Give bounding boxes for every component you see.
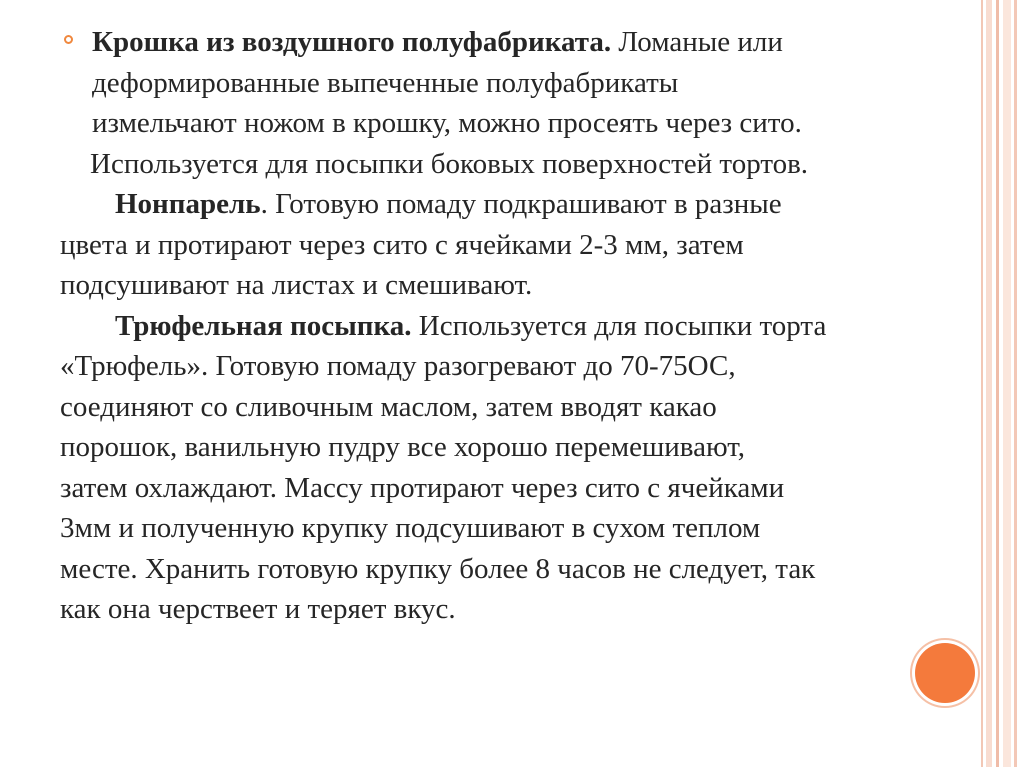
text-run: . Готовую помаду подкрашивают в разные bbox=[260, 188, 782, 220]
decor-stripe bbox=[981, 0, 983, 767]
text-line: подсушивают на листах и смешивают. bbox=[60, 269, 533, 301]
decor-stripe bbox=[996, 0, 999, 767]
decor-stripe bbox=[1014, 0, 1017, 767]
text-line: затем охлаждают. Массу протирают через сито с ячейками bbox=[60, 471, 785, 504]
text-run: Используется для посыпки торта bbox=[411, 309, 827, 342]
text-line bbox=[60, 306, 960, 347]
paragraph-heading: Трюфельная посыпка. bbox=[115, 309, 412, 342]
decor-stripe bbox=[986, 0, 992, 767]
decor-stripe bbox=[1003, 0, 1011, 767]
text-line: порошок, ванильную пудру все хорошо перемешивают, bbox=[60, 431, 745, 463]
text-run: Ломаные или bbox=[611, 26, 783, 58]
text-line bbox=[60, 22, 960, 63]
paragraph-heading: Нонпарель bbox=[115, 188, 261, 220]
text-line: цвета и протирают через сито с ячейками 2-3 мм, затем bbox=[60, 228, 744, 261]
text-line: месте. Хранить готовую крупку более 8 часов не следует, так bbox=[60, 552, 816, 585]
text-line: Используется для посыпки боковых поверхностей тортов. bbox=[90, 147, 809, 180]
text-line: соединяют со сливочным маслом, затем вводят какао bbox=[60, 390, 717, 423]
decor-circle bbox=[915, 643, 975, 703]
text-line bbox=[60, 184, 960, 225]
paragraph-heading: Крошка из воздушного полуфабриката. bbox=[92, 26, 612, 58]
text-line: измельчают ножом в крошку, можно просеять через сито. bbox=[92, 107, 802, 139]
text-line: как она черствеет и теряет вкус. bbox=[60, 593, 456, 625]
slide-body bbox=[60, 22, 960, 630]
text-line: 3мм и полученную крупку подсушивают в сухом теплом bbox=[60, 512, 761, 544]
text-line: деформированные выпеченные полуфабрикаты bbox=[92, 66, 679, 99]
text-line: «Трюфель». Готовую помаду разогревают до 70-75ОС, bbox=[60, 350, 736, 382]
